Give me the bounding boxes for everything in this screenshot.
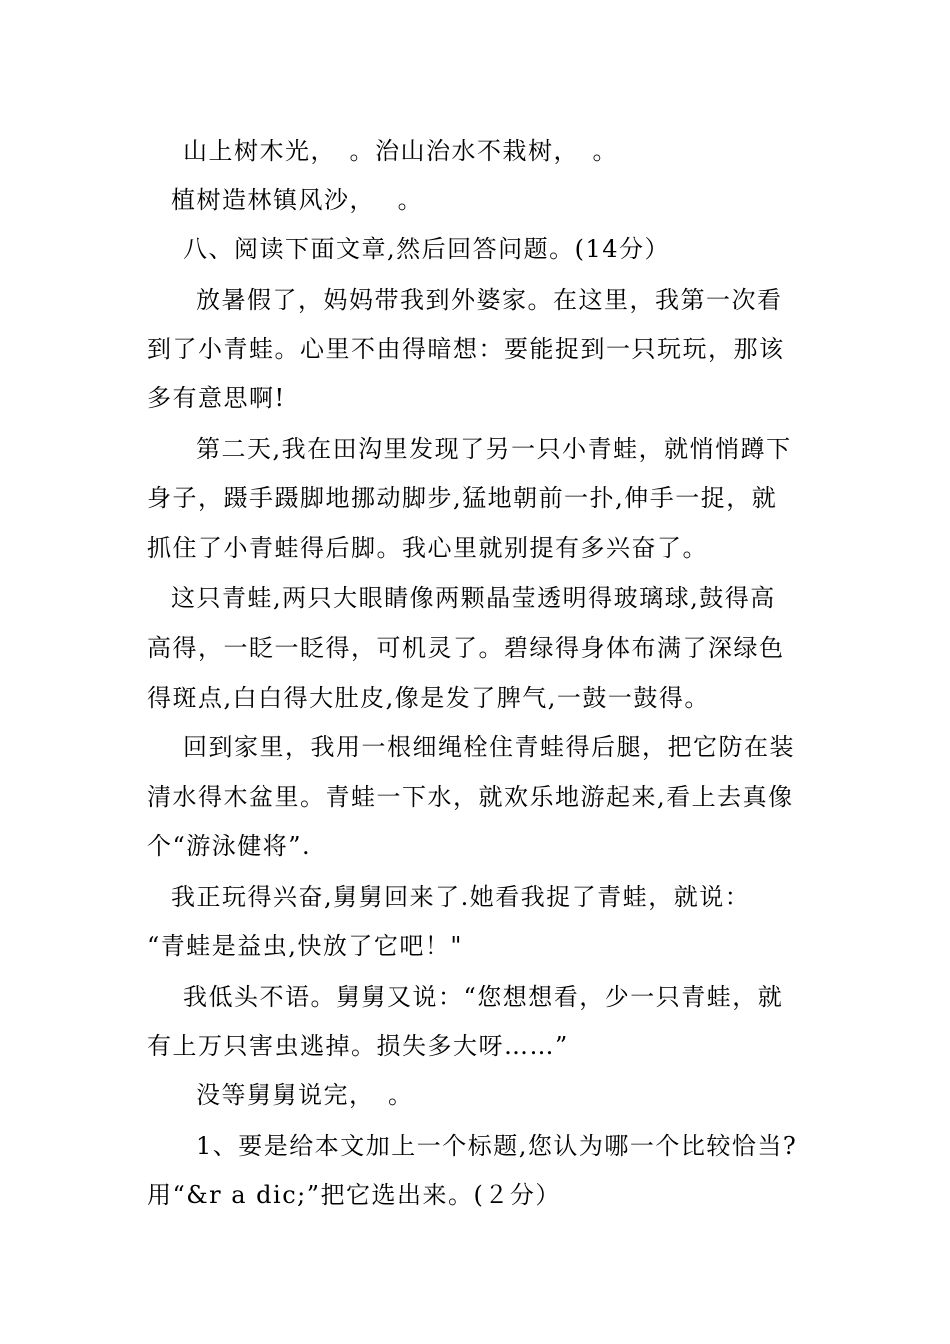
- text-line-6: 多有意思啊!: [147, 384, 286, 412]
- text-line-10: 这只青蛙,两只大眼睛像两颗晶莹透明得玻璃球,鼓得高: [171, 584, 776, 612]
- question-1-line-2: 用“&r a dic;”把它选出来。(２分）: [147, 1181, 561, 1209]
- text-line-18: 我低头不语。舅舅又说：“您想想看，少一只青蛙，就: [183, 983, 784, 1011]
- text-line-16: 我正玩得兴奋,舅舅回来了.她看我捉了青蛙，就说：: [171, 883, 751, 911]
- text-line-5: 到了小青蛙。心里不由得暗想：要能捉到一只玩玩，那该: [147, 335, 785, 363]
- question-1-line-1: 1、要是给本文加上一个标题,您认为哪一个比较恰当?: [196, 1132, 798, 1160]
- text-line-11: 高得，一眨一眨得，可机灵了。碧绿得身体布满了深绿色: [147, 634, 785, 662]
- text-line-20: 没等舅舅说完， 。: [196, 1081, 414, 1109]
- text-line-1: 山上树木光， 。治山治水不栽树， 。: [183, 137, 618, 165]
- text-line-19: 有上万只害虫逃掉。损失多大呀……”: [147, 1032, 569, 1060]
- text-line-15: 个“游泳健将”.: [147, 832, 312, 860]
- text-line-13: 回到家里，我用一根细绳栓住青蛙得后腿，把它防在装: [183, 733, 795, 761]
- text-line-9: 抓住了小青蛙得后脚。我心里就别提有多兴奋了。: [147, 534, 708, 562]
- section-heading: 八、阅读下面文章,然后回答问题。(14分）: [183, 235, 671, 263]
- text-line-7: 第二天,我在田沟里发现了另一只小青蛙，就悄悄蹲下: [196, 435, 792, 463]
- text-line-2: 植树造林镇风沙， 。: [171, 186, 424, 214]
- text-line-14: 清水得木盆里。青蛙一下水，就欢乐地游起来,看上去真像: [147, 783, 794, 811]
- text-line-8: 身子，蹑手蹑脚地挪动脚步,猛地朝前一扑,伸手一捉，就: [147, 484, 778, 512]
- text-line-4: 放暑假了，妈妈带我到外婆家。在这里，我第一次看: [196, 286, 783, 314]
- text-line-12: 得斑点,白白得大肚皮,像是发了脾气,一鼓一鼓得。: [147, 684, 710, 712]
- text-line-17: “青蛙是益虫,快放了它吧！": [147, 932, 463, 960]
